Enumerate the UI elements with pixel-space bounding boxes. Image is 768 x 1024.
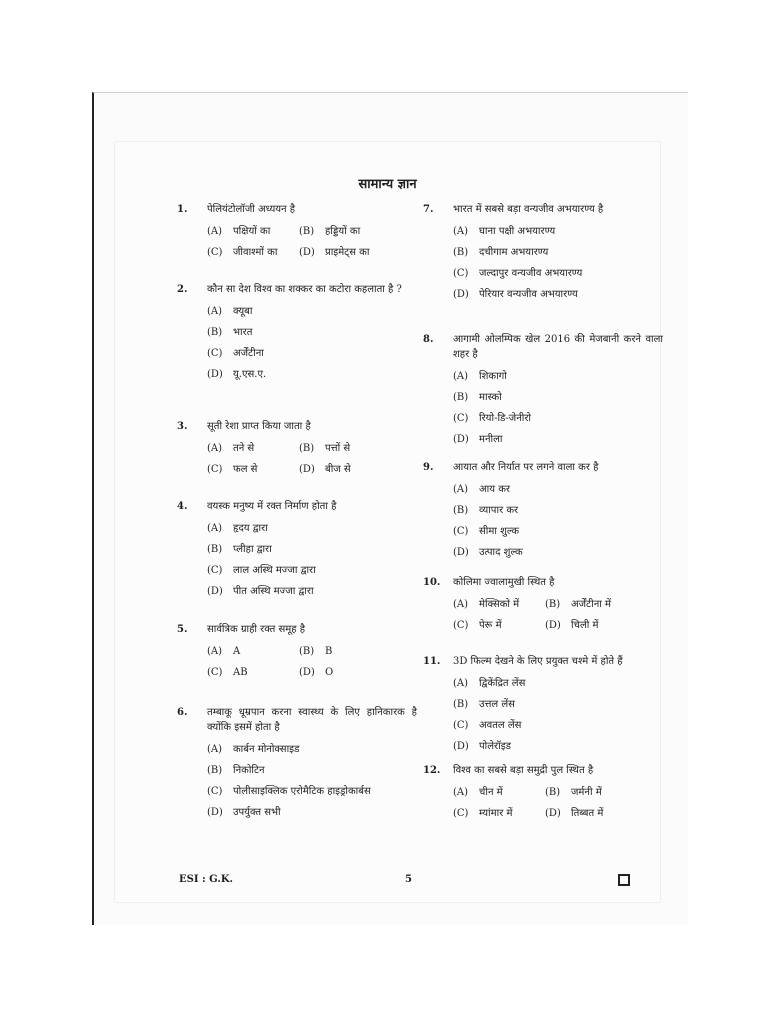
option-text: चिली में: [571, 620, 599, 631]
option: [207, 462, 299, 477]
option-text: हृदय द्वारा: [233, 523, 268, 534]
option: [453, 618, 545, 633]
question-text: सूती रेशा प्राप्त किया जाता है: [207, 421, 311, 432]
options-list: [453, 594, 663, 636]
option-label: (D): [545, 808, 561, 819]
question-number: 11.: [423, 656, 441, 667]
option-label: (D): [545, 620, 561, 631]
option-label: (B): [299, 443, 315, 454]
option-text: पोलेरॉइड: [479, 741, 511, 752]
option-text: व्यापार कर: [479, 505, 519, 516]
option-text: मेक्सिको में: [479, 599, 520, 610]
option-label: (D): [299, 464, 315, 475]
option-label: (C): [207, 464, 223, 475]
option: [299, 224, 391, 239]
question-number: 7.: [423, 204, 434, 215]
option: [207, 343, 417, 364]
options-list: [207, 301, 417, 385]
option: [207, 539, 417, 560]
option: [207, 441, 299, 456]
option-text: जीवाश्मों का: [233, 247, 278, 258]
option: [545, 806, 637, 821]
option-text: B: [325, 646, 333, 657]
option-label: (C): [207, 667, 223, 678]
option-label: (D): [207, 586, 223, 597]
options-list: [207, 518, 417, 602]
option-text: हड्डियों का: [325, 226, 361, 237]
option-text: पेरू में: [479, 620, 502, 631]
option: [453, 736, 663, 757]
option-label: (A): [207, 226, 223, 237]
option-label: (A): [453, 787, 469, 798]
option-text: A: [233, 646, 241, 657]
question-number: 4.: [177, 501, 188, 512]
option-text: मास्को: [479, 392, 502, 403]
options-row: [453, 803, 663, 824]
option-text: पत्तों से: [325, 443, 351, 454]
option-text: रियो-डि-जेनीरो: [479, 413, 532, 424]
option: [453, 387, 663, 408]
option-label: (A): [207, 523, 223, 534]
option: [207, 802, 417, 823]
option: [453, 694, 663, 715]
option: [453, 242, 663, 263]
exam-code: ESI : G.K.: [179, 874, 234, 885]
option-label: (B): [453, 699, 469, 710]
option: [207, 518, 417, 539]
question-text: पेलियंटोलॉजी अध्ययन है: [207, 204, 296, 215]
option-text: अवतल लेंस: [479, 720, 522, 731]
option-label: (C): [453, 620, 469, 631]
option: [453, 284, 663, 305]
option-text: दचीगाम अभयारण्य: [479, 247, 549, 258]
options-list: [453, 479, 663, 563]
question-text: 3D फिल्म देखने के लिए प्रयुक्त चश्मे में होते हैं: [453, 656, 623, 667]
option-text: अर्जेंटीना में: [571, 599, 611, 610]
option: [453, 500, 663, 521]
option-text: पोलीसाइक्लिक एरोमैटिक हाइड्रोकार्बस: [233, 786, 371, 797]
option-text: पेरियार वन्यजीव अभयारण्य: [479, 289, 578, 300]
question-1: [177, 202, 417, 263]
option-label: (B): [299, 646, 315, 657]
option-label: (C): [453, 268, 469, 279]
options-row: [453, 594, 663, 615]
option: [207, 665, 299, 680]
question-6: [177, 705, 417, 823]
option: [207, 581, 417, 602]
option: [453, 597, 545, 612]
option-label: (B): [207, 544, 223, 555]
question-text: कोलिमा ज्वालामुखी स्थित है: [453, 577, 555, 588]
option: [207, 560, 417, 581]
question-number: 3.: [177, 421, 188, 432]
question-9: [423, 460, 663, 563]
option-text: पीत अस्थि मज्जा द्वारा: [233, 586, 314, 597]
option-label: (C): [207, 786, 223, 797]
option-text: चीन में: [479, 787, 503, 798]
option: [545, 785, 637, 800]
option-text: द्विकेंद्रित लेंस: [479, 678, 526, 689]
option: [453, 408, 663, 429]
option-label: (A): [207, 306, 223, 317]
option-label: (D): [453, 434, 469, 445]
options-list: [207, 739, 417, 823]
option-text: प्राइमेट्स का: [325, 247, 370, 258]
option-text: फल से: [233, 464, 258, 475]
question-text: तम्बाकू धूम्रपान करना स्वास्थ्य के लिए हानिकारक है क्योंकि इसमें होता है: [207, 707, 417, 733]
option: [299, 644, 391, 659]
option-text: जर्मनी में: [571, 787, 602, 798]
square-mark-icon: [618, 874, 630, 886]
options-row: [207, 221, 417, 242]
option: [453, 542, 663, 563]
option-text: सीमा शुल्क: [479, 526, 520, 537]
options-row: [207, 438, 417, 459]
option: [299, 441, 391, 456]
option: [207, 644, 299, 659]
question-number: 9.: [423, 462, 434, 473]
option-label: (B): [299, 226, 315, 237]
option: [207, 760, 417, 781]
page-number: 5: [405, 874, 412, 885]
page-title: सामान्य ज्ञान: [358, 177, 417, 192]
option: [207, 322, 417, 343]
option: [299, 462, 391, 477]
options-row: [453, 615, 663, 636]
option-text: प्लीहा द्वारा: [233, 544, 272, 555]
option-label: (A): [453, 599, 469, 610]
question-number: 2.: [177, 284, 188, 295]
option-text: बीज से: [325, 464, 351, 475]
option-label: (D): [207, 369, 223, 380]
option-label: (D): [207, 807, 223, 818]
question-number: 10.: [423, 577, 441, 588]
option-text: उत्तल लेंस: [479, 699, 515, 710]
option-text: तिब्बत में: [571, 808, 604, 819]
option: [453, 673, 663, 694]
option-label: (C): [207, 348, 223, 359]
option-label: (B): [545, 787, 561, 798]
option-label: (D): [453, 547, 469, 558]
question-text: कौन सा देश विश्व का शक्कर का कटोरा कहलाता है ?: [207, 284, 402, 295]
options-row: [207, 662, 417, 683]
option: [207, 224, 299, 239]
option: [545, 597, 637, 612]
option-label: (A): [453, 226, 469, 237]
option: [299, 245, 391, 260]
option: [453, 429, 663, 450]
option-text: लाल अस्थि मज्जा द्वारा: [233, 565, 316, 576]
option-text: AB: [233, 667, 248, 678]
question-text: आगामी ओलम्पिक खेल 2016 की मेजबानी करने वाला शहर है: [453, 334, 663, 360]
question-4: [177, 499, 417, 602]
question-number: 1.: [177, 204, 188, 215]
option: [545, 618, 637, 633]
options-list: [207, 438, 417, 480]
options-row: [207, 459, 417, 480]
options-row: [453, 782, 663, 803]
question-11: [423, 654, 663, 757]
option-text: उत्पाद शुल्क: [479, 547, 523, 558]
question-text: विश्व का सबसे बड़ा समुद्री पुल स्थित है: [453, 765, 594, 776]
option-text: घाना पक्षी अभयारण्य: [479, 226, 556, 237]
option: [299, 665, 391, 680]
option-text: जल्दापुर वन्यजीव अभयारण्य: [479, 268, 583, 279]
question-5: [177, 622, 417, 683]
options-list: [207, 221, 417, 263]
options-list: [453, 221, 663, 305]
exam-page: [115, 142, 663, 902]
option-label: (A): [453, 484, 469, 495]
option-label: (A): [207, 646, 223, 657]
options-row: [207, 641, 417, 662]
question-number: 8.: [423, 334, 434, 345]
option: [453, 221, 663, 242]
option-label: (D): [299, 667, 315, 678]
option: [453, 479, 663, 500]
option-label: (C): [453, 413, 469, 424]
options-list: [453, 782, 663, 824]
question-text: आयात और निर्यात पर लगने वाला कर है: [453, 462, 599, 473]
option: [453, 263, 663, 284]
option-text: पक्षियों का: [233, 226, 271, 237]
option-label: (A): [207, 744, 223, 755]
option: [453, 785, 545, 800]
question-text: सार्वत्रिक ग्राही रक्त समूह है: [207, 624, 306, 635]
option: [207, 781, 417, 802]
option-text: तने से: [233, 443, 255, 454]
option-label: (C): [453, 720, 469, 731]
option-label: (B): [207, 765, 223, 776]
option-label: (B): [453, 247, 469, 258]
options-list: [453, 366, 663, 450]
option-label: (B): [207, 327, 223, 338]
option-text: आय कर: [479, 484, 510, 495]
option: [453, 806, 545, 821]
question-number: 12.: [423, 765, 441, 776]
option-text: क्यूबा: [233, 306, 253, 317]
question-12: [423, 763, 663, 824]
option: [207, 739, 417, 760]
option: [207, 301, 417, 322]
options-list: [207, 641, 417, 683]
question-3: [177, 419, 417, 480]
option-label: (C): [453, 808, 469, 819]
option-text: यू.एस.ए.: [233, 369, 267, 380]
question-text: वयस्क मनुष्य में रक्त निर्माण होता है: [207, 501, 337, 512]
option-label: (D): [453, 741, 469, 752]
option: [453, 521, 663, 542]
option-label: (C): [207, 247, 223, 258]
option: [453, 715, 663, 736]
question-text: भारत में सबसे बड़ा वन्यजीव अभयारण्य है: [453, 204, 604, 215]
option: [453, 366, 663, 387]
option-label: (B): [453, 505, 469, 516]
question-8: [423, 332, 663, 450]
option-text: निकोटिन: [233, 765, 265, 776]
option-label: (C): [453, 526, 469, 537]
options-list: [453, 673, 663, 757]
options-row: [207, 242, 417, 263]
option-text: म्यांमार में: [479, 808, 513, 819]
option-text: O: [325, 667, 334, 678]
question-2: [177, 282, 417, 385]
option: [207, 245, 299, 260]
option-label: (C): [207, 565, 223, 576]
option-text: शिकागो: [479, 371, 507, 382]
option-text: उपर्युक्त सभी: [233, 807, 281, 818]
option-text: भारत: [233, 327, 253, 338]
option-text: मनीला: [479, 434, 503, 445]
question-number: 5.: [177, 624, 188, 635]
question-number: 6.: [177, 707, 188, 718]
option: [207, 364, 417, 385]
option-label: (B): [453, 392, 469, 403]
question-10: [423, 575, 663, 636]
option-label: (D): [299, 247, 315, 258]
option-label: (A): [453, 678, 469, 689]
option-label: (B): [545, 599, 561, 610]
option-text: कार्बन मोनोक्साइड: [233, 744, 300, 755]
option-label: (A): [207, 443, 223, 454]
option-label: (A): [453, 371, 469, 382]
option-text: अर्जेंटीना: [233, 348, 264, 359]
question-7: [423, 202, 663, 305]
option-label: (D): [453, 289, 469, 300]
